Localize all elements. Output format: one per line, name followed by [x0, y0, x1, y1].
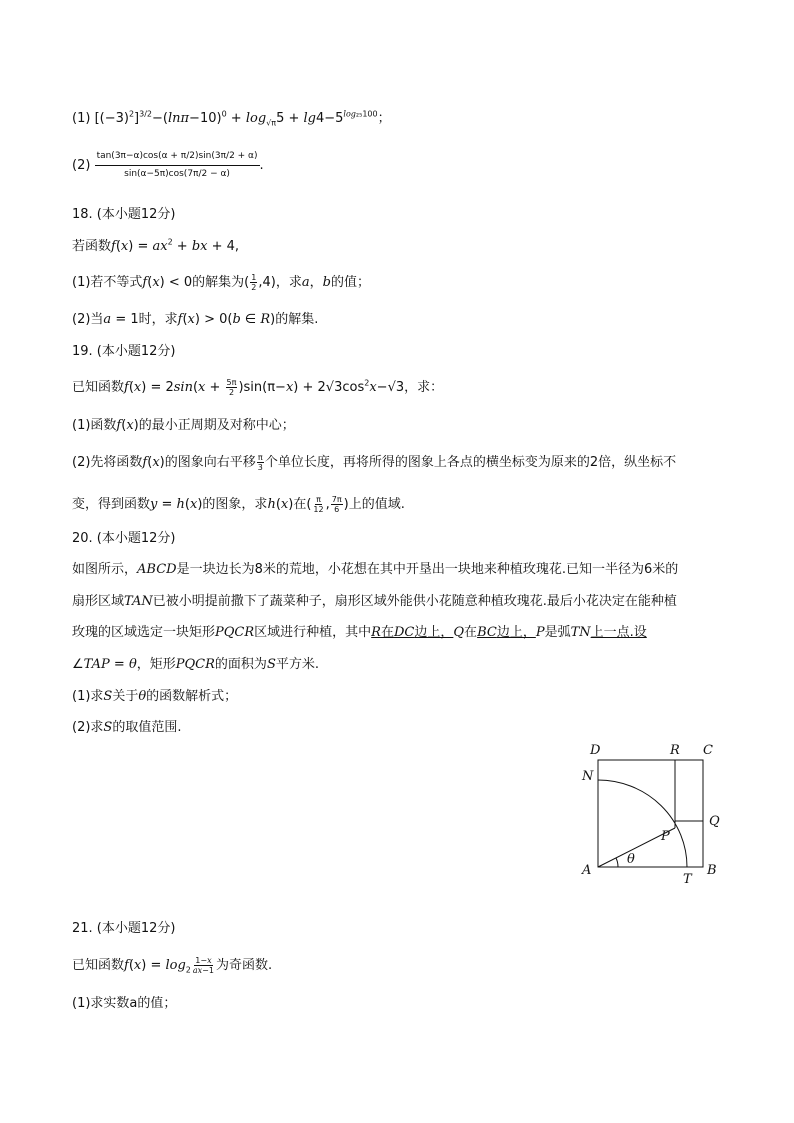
q18-p1-a: (1)若不等式: [72, 275, 143, 290]
q18-p2-a: (2)当: [72, 312, 104, 327]
q19-p1-a: (1)函数: [72, 418, 117, 433]
q19-p2-a: (2)先将函数: [72, 455, 143, 470]
q17-part2-period: .: [259, 158, 264, 173]
q17-part1-formula: $[(-3)^2]^{3/2}-(\ln\pi-10)^0 + \log_{√\pi}5 + \lg 4-5^{log_{25}100}$: [94, 109, 378, 128]
q20-l3-b: 区域进行种植，其中: [254, 625, 372, 640]
q20-l2-a: 扇形区域: [72, 594, 125, 609]
q17-part1-prefix: (1): [72, 111, 91, 126]
q19-p2-d: 变，得到函数: [72, 497, 151, 512]
q19-p2-f: 在: [293, 497, 307, 512]
q19-p2-g: 上的值域.: [348, 497, 405, 512]
q21-stem: 已知函数$f(x) = \log_2$ $\frac{1-x}{ax-1}$ 为奇函数.: [72, 956, 273, 975]
q18-part2: (2)当a = 1时，求f(x) > 0(b ∈ R)的解集.: [72, 312, 319, 327]
label-theta: θ: [627, 852, 635, 867]
q20-header: 20. (本小题12分): [72, 531, 176, 546]
q19-stem: 已知函数f(x) = 2sin(x + $\frac{5\pi}{2}$ )$\sin(\pi-x) + 2√3\cos^2x-√3$，求：: [72, 378, 444, 397]
q19-part2-line2: 变，得到函数y = h(x)的图象，求h(x)在( $\frac{\pi}{12}$ , $\frac{7\pi}{6}$ )上的值域.: [72, 495, 405, 514]
q20-line2: 扇形区域TAN已被小明提前撒下了蔬菜种子，扇形区域外能供小花随意种植玫瑰花.最后小花决定在能种植: [72, 594, 677, 609]
label-t: T: [683, 872, 692, 887]
q20-l3-f: 边上，: [496, 625, 536, 640]
label-p: P: [661, 829, 670, 844]
q20-l3-h: 上一点.设: [590, 625, 647, 640]
rectangle-pqcr: [675, 760, 703, 821]
q18-p1-d: 的值；: [330, 275, 370, 290]
arc-tn: [598, 780, 687, 867]
q20-figure: [570, 735, 730, 890]
square-abcd: [598, 760, 703, 867]
q18-p1-b: 的解集为: [192, 275, 245, 290]
q19-stem-b: ，求：: [404, 380, 444, 395]
q18-stem-prefix: 若函数: [72, 239, 112, 254]
q17-part1-semicolon: ；: [377, 111, 391, 126]
q18-p2-b: 时，求: [138, 312, 178, 327]
q20-p2-a: (2)求: [72, 720, 104, 735]
q19-p2-e: 的图象，求: [202, 497, 268, 512]
q21-part1: (1)求实数a的值；: [72, 996, 177, 1011]
q17-part2: [72, 150, 264, 181]
q20-part2: (2)求S的取值范围.: [72, 720, 182, 735]
q18-header: 18. (本小题12分): [72, 207, 176, 222]
q20-l4-c: 的面积为: [214, 657, 267, 672]
q20-line1: 如图所示，ABCD是一块边长为8米的荒地，小花想在其中开垦出一块地来种植玫瑰花.已知一半径为6米的: [72, 562, 679, 577]
q17-part1: [72, 110, 391, 128]
q19-stem-a: 已知函数: [72, 380, 125, 395]
q20-l4-d: 平方米.: [275, 657, 319, 672]
q21-header: 21. (本小题12分): [72, 921, 176, 936]
q20-l3-d: 边上，: [414, 625, 454, 640]
label-c: C: [703, 743, 713, 758]
q20-l3-c: 在: [380, 625, 394, 640]
q20-p1-a: (1)求: [72, 689, 104, 704]
label-r: R: [670, 743, 680, 758]
label-a: A: [582, 863, 592, 878]
q19-part2-line1: (2)先将函数f(x)的图象向右平移 $\frac{\pi}{3}$ 个单位长度，再将所得的图象上各点的横坐标变为原来的2倍，纵坐标不: [72, 453, 677, 472]
q19-p2-b: 的图象向右平移: [164, 455, 256, 470]
q20-part1: (1)求S关于θ的函数解析式；: [72, 689, 238, 704]
q18-stem: 若函数$f(x) = ax^2$ + bx + 4,: [72, 237, 240, 254]
q20-p1-c: 的函数解析式；: [146, 689, 238, 704]
q20-l3-g: 是弧: [544, 625, 571, 640]
q17-part2-prefix: (2): [72, 158, 91, 173]
q20-p1-b: 关于: [112, 689, 139, 704]
q19-part1: (1)函数f(x)的最小正周期及对称中心；: [72, 418, 295, 433]
q18-part1: (1)若不等式f(x) < 0的解集为( $\frac{1}{2}$ ,4)，求a，b的值；: [72, 273, 370, 292]
q17-part2-fraction: $\frac{\tan(3\pi-\alpha)\cos(\alpha + \pi/2)\sin(3\pi/2 + \alpha)}{\sin(\alpha-5\pi)\cos(7\pi/2 - \alpha)}$: [96, 151, 258, 179]
q18-p1-c: ，求: [275, 275, 302, 290]
label-b: B: [707, 863, 717, 878]
q20-line3: 玫瑰的区域选定一块矩形PQCR区域进行种植，其中R在DC边上，Q在BC边上，P是弧TN上一点.设: [72, 625, 647, 640]
q20-p2-b: 的取值范围.: [112, 720, 182, 735]
q21-stem-b: 为奇函数.: [215, 958, 273, 973]
label-q: Q: [709, 814, 720, 829]
q20-l3-e: 在: [464, 625, 478, 640]
label-n: N: [582, 769, 594, 784]
q21-stem-a: 已知函数: [72, 958, 125, 973]
q20-line4: ∠TAP = θ，矩形PQCR的面积为S平方米.: [72, 657, 319, 672]
q18-p2-c: 的解集.: [275, 312, 319, 327]
q19-p2-c: 个单位长度，再将所得的图象上各点的横坐标变为原来的2倍，纵坐标不: [264, 455, 677, 470]
q19-header: 19. (本小题12分): [72, 344, 176, 359]
angle-arc: [616, 858, 618, 867]
q20-l4-b: ，矩形: [136, 657, 176, 672]
q20-l3-a: 玫瑰的区域选定一块矩形: [72, 625, 216, 640]
q20-l2-b: 已被小明提前撒下了蔬菜种子，扇形区域外能供小花随意种植玫瑰花.最后小花决定在能种植: [152, 594, 677, 609]
q20-l1-b: 是一块边长为8米的荒地，小花想在其中开垦出一块地来种植玫瑰花.已知一半径为6米的: [176, 562, 679, 577]
label-d: D: [590, 743, 601, 758]
q20-l1-a: 如图所示，: [72, 562, 138, 577]
q19-p1-b: 的最小正周期及对称中心；: [138, 418, 295, 433]
